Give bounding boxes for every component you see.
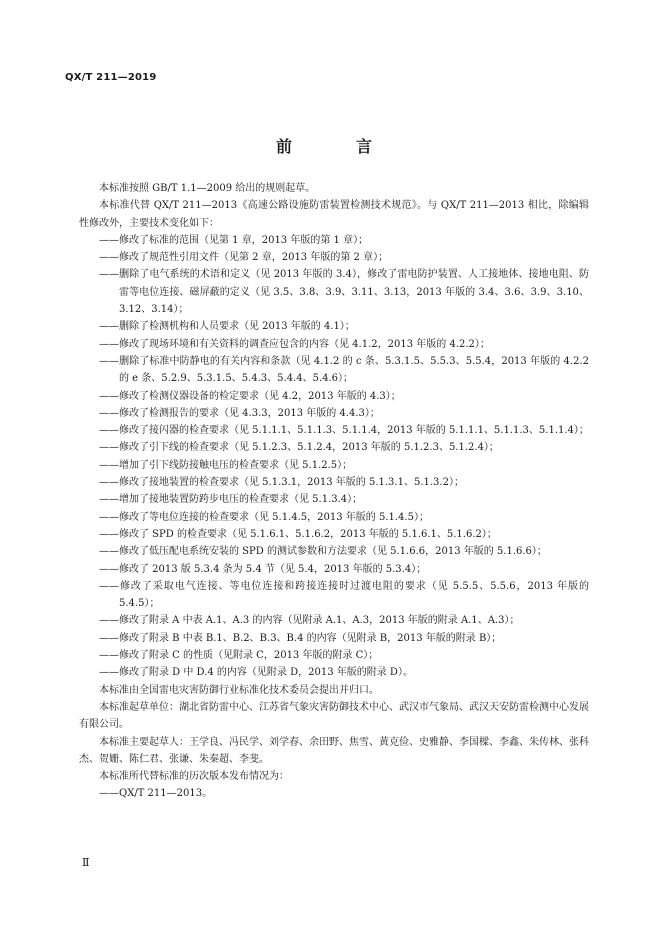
drafting-units-paragraph: 本标准起草单位：湖北省防雷中心、江苏省气象灾害防御技术中心、武汉市气象局、武汉天安防雷检测中心发展有限公司。 bbox=[79, 701, 589, 731]
change-item: ——修改了附录 A 中表 A.1、A.3 的内容（见附录 A.1、A.3，2013 年版的附录 A.1、A.3）； bbox=[99, 615, 520, 627]
change-item: ——修改了低压配电系统安装的 SPD 的测试参数和方法要求（见 5.1.6.6，2013 年版的 5.1.6.6）； bbox=[99, 546, 547, 558]
change-item: ——增加了引下线防接触电压的检查要求（见 5.1.2.5）； bbox=[99, 459, 353, 471]
change-item: ——修改了引下线的检查要求（见 5.1.2.3、5.1.2.4，2013 年版的 5.1.2.3、5.1.2.4）； bbox=[99, 442, 499, 454]
change-item: ——删除了电气系统的术语和定义（见 2013 年版的 3.4），修改了雷电防护装置、人工接地体、接地电阻、防雷等电位连接、磁屏蔽的定义（见 3.5、3.8、3.9、3.11、3.13，2013 年版的 3.4、3.6、3.9、3.10、3.12、3.14）； bbox=[99, 269, 589, 316]
change-item: ——增加了接地装置防跨步电压的检查要求（见 5.1.3.4）； bbox=[99, 494, 363, 506]
change-item: ——修改了 2013 版 5.3.4 条为 5.4 节（见 5.4，2013 年版的 5.3.4）； bbox=[99, 563, 427, 575]
change-item: ——修改了附录 D 中 D.4 的内容（见附录 D，2013 年版的附录 D）。 bbox=[99, 667, 413, 679]
change-item: ——修改了规范性引用文件（见第 2 章，2013 年版的第 2 章）； bbox=[99, 252, 389, 264]
drafters-paragraph: 本标准主要起草人：王学良、冯民学、刘学春、余田野、焦雪、黄克俭、史雅静、李国樑、李鑫、朱传林、张科杰、贺姗、陈仁君、张谦、朱秦超、李斐。 bbox=[79, 736, 589, 765]
intro-paragraph: 本标准按照 GB/T 1.1—2009 给出的规则起草。 bbox=[99, 183, 316, 194]
page-number: Ⅱ bbox=[82, 856, 90, 869]
change-item: ——修改了检测仪器设备的检定要求（见 4.2，2013 年版的 4.3）； bbox=[99, 390, 401, 402]
history-intro-paragraph: 本标准所代替标准的历次版本发布情况为： bbox=[99, 771, 289, 783]
history-item: ——QX/T 211—2013。 bbox=[99, 788, 213, 800]
change-item: ——修改了等电位连接的检查要求（见 5.1.4.5，2013 年版的 5.1.4.5）； bbox=[99, 511, 429, 523]
change-item: ——修改了检测报告的要求（见 4.3.3，2013 年版的 4.4.3）； bbox=[99, 407, 380, 419]
change-item: ——修改了附录 C 的性质（见附录 C，2013 年版的附录 C）； bbox=[99, 650, 379, 662]
standard-code-header: QX/T 211—2019 bbox=[65, 72, 157, 83]
change-item: ——修改了现场环境和有关资料的调查应包含的内容（见 4.1.2，2013 年版的 4.2.2）； bbox=[99, 338, 490, 350]
responsible-committee-paragraph: 本标准由全国雷电灾害防御行业标准化技术委员会提出并归口。 bbox=[99, 684, 379, 696]
change-item: ——删除了检测机构和人员要求（见 2013 年版的 4.1）； bbox=[99, 321, 355, 333]
change-item: ——修改了采取电气连接、等电位连接和跨接连接时过渡电阻的要求（见 5.5.5、5.5.6，2013 年版的 5.4.5）； bbox=[99, 580, 589, 610]
change-item: ——删除了标准中防静电的有关内容和条款（见 4.1.2 的 c 条、5.3.1.5、5.5.3、5.5.4，2013 年版的 4.2.2 的 e 条、5.2.9、5.3.1.5、5.4.3、5.4.4、5.4.6）； bbox=[99, 355, 589, 385]
foreword-body bbox=[79, 180, 589, 803]
intro-paragraph: 本标准代替 QX/T 211—2013《高速公路设施防雷装置检测技术规范》。与 QX/T 211—2013 相比，除编辑性修改外，主要技术变化如下： bbox=[79, 200, 589, 229]
change-item: ——修改了接地装置的检查要求（见 5.1.3.1，2013 年版的 5.1.3.1、5.1.3.2）； bbox=[99, 477, 464, 489]
section-title: 前 言 bbox=[275, 137, 396, 156]
change-item: ——修改了附录 B 中表 B.1、B.2、B.3、B.4 的内容（见附录 B，2013 年版的附录 B）； bbox=[99, 632, 502, 644]
change-item: ——修改了标准的范围（见第 1 章，2013 年版的第 1 章）； bbox=[99, 234, 369, 246]
changes-list bbox=[79, 232, 589, 682]
change-item: ——修改了接闪器的检查要求（见 5.1.1.1、5.1.1.3、5.1.1.4，2013 年版的 5.1.1.1、5.1.1.3、5.1.1.4）； bbox=[99, 425, 589, 437]
change-item: ——修改了 SPD 的检查要求（见 5.1.6.1、5.1.6.2，2013 年版的 5.1.6.1、5.1.6.2）； bbox=[99, 528, 497, 540]
